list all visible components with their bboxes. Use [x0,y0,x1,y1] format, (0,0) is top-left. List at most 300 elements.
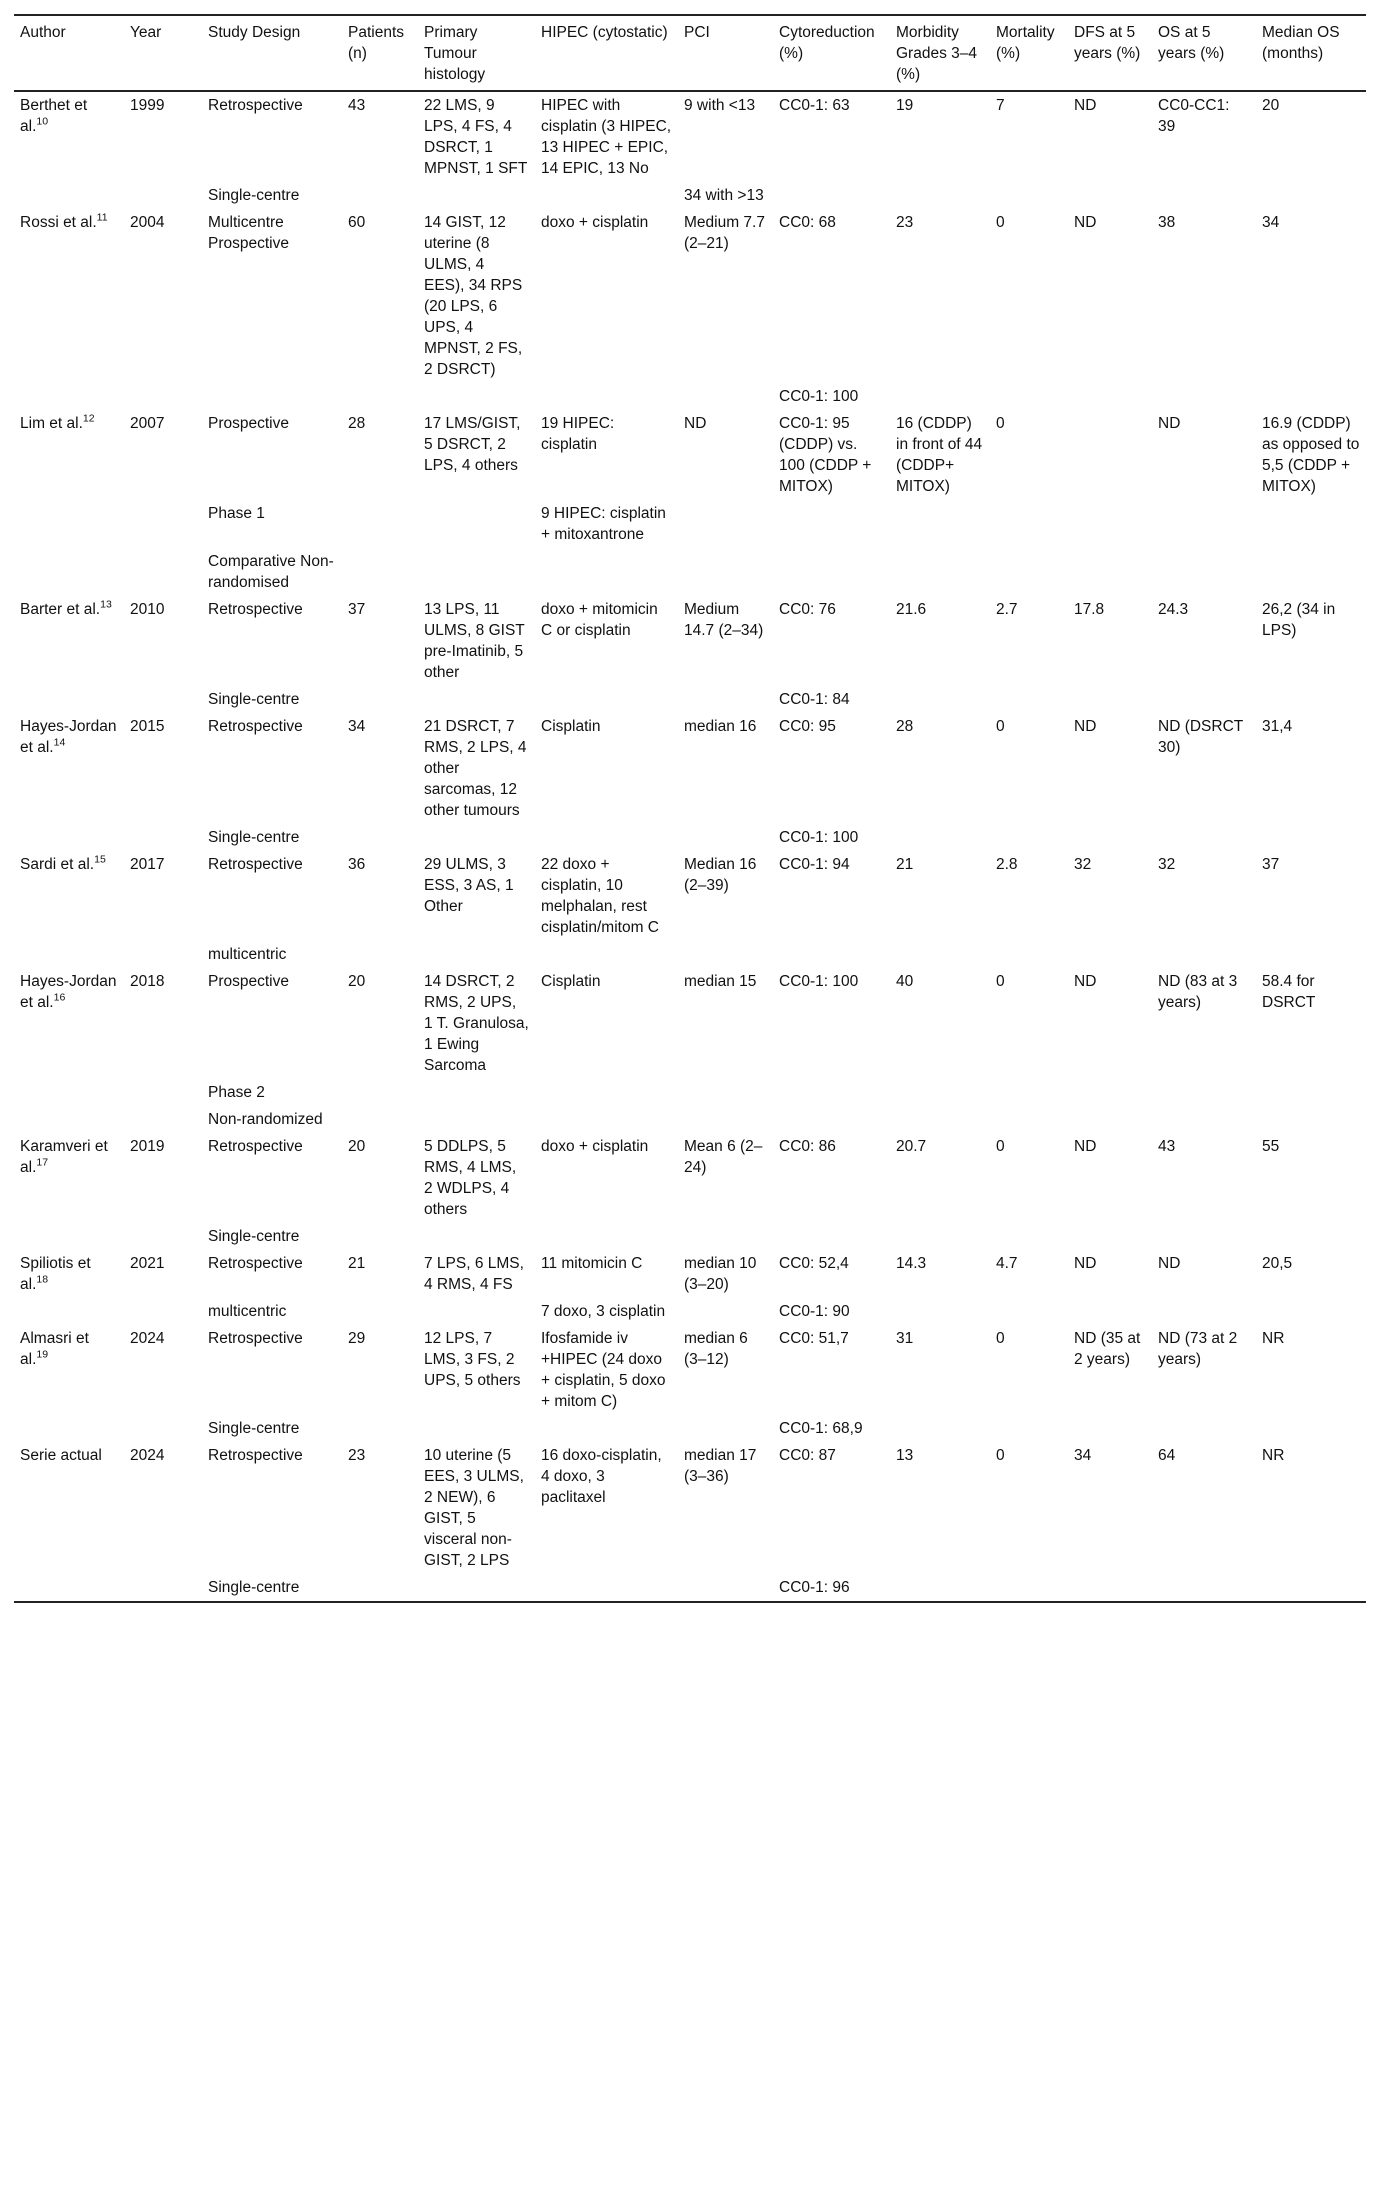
table-cell [342,686,418,713]
table-cell [535,1415,678,1442]
table-cell [418,1223,535,1250]
reference-number: 11 [96,211,108,224]
table-cell [1068,1079,1152,1106]
author-cell [14,824,124,851]
table-cell [1068,410,1152,500]
column-header: Mortality (%) [996,24,1055,62]
table-cell [1152,824,1256,851]
table-cell [890,182,990,209]
author-name: Lim et al. [20,415,83,432]
column-header: Year [130,24,162,41]
table-cell: CC0: 51,7 [779,1330,849,1347]
table-cell: Mean 6 (2–24) [684,1138,763,1176]
table-cell [890,1574,990,1602]
column-header: Primary Tumour histology [424,24,486,83]
table-cell: 32 [1074,856,1092,873]
table-cell: 0 [996,718,1005,735]
table-cell [342,1223,418,1250]
reference-number: 12 [82,412,95,425]
table-cell [124,941,202,968]
author-name: Almasri et al. [20,1330,89,1368]
author-cell [14,686,124,713]
table-cell [1256,1079,1366,1106]
reference-number: 10 [36,115,49,128]
table-cell [1068,182,1152,209]
table-cell [535,824,678,851]
table-cell: 17.8 [1074,601,1105,618]
author-cell [14,410,124,500]
author-cell [14,1250,124,1298]
table-cell: 20,5 [1262,1255,1293,1272]
author-cell [14,596,124,686]
table-cell [535,548,678,596]
table-cell [678,1574,773,1602]
table-row [14,500,1366,548]
table-header-row [14,15,1366,91]
table-cell: 7 LPS, 6 LMS, 4 RMS, 4 FS [424,1255,524,1293]
table-cell: Retrospective [208,1138,303,1155]
table-cell [342,824,418,851]
author-name: Spiliotis et al. [20,1255,91,1293]
table-cell: 37 [1262,856,1280,873]
table-cell [1256,1106,1366,1133]
table-cell [773,500,890,548]
table-cell: Single-centre [208,187,300,204]
table-cell [1256,500,1366,548]
table-cell [890,941,990,968]
author-cell [14,500,124,548]
author-name: Rossi et al. [20,214,97,231]
table-cell [678,1415,773,1442]
table-cell: ND [1074,214,1097,231]
table-cell: CC0-1: 96 [779,1579,850,1596]
table-cell: 26,2 (34 in LPS) [1262,601,1336,639]
table-body [14,91,1366,1602]
table-cell [535,182,678,209]
table-cell [1256,1298,1366,1325]
table-cell: ND (73 at 2 years) [1158,1330,1238,1368]
table-cell [124,383,202,410]
table-cell: 21.6 [896,601,927,618]
column-header: Study Design [208,24,301,41]
table-cell [990,1079,1068,1106]
table-cell: Cisplatin [541,973,601,990]
table-row [14,383,1366,410]
table-cell: 16.9 (CDDP) as opposed to 5,5 (CDDP + MITOX) [1262,415,1360,495]
table-cell [342,1298,418,1325]
table-cell [418,941,535,968]
author-name: Hayes-Jordan et al. [20,718,117,756]
table-cell: 4.7 [996,1255,1018,1272]
table-cell: 40 [896,973,914,990]
table-cell: 2021 [130,1255,165,1272]
hipec-sarcoma-studies-table [14,14,1366,1603]
table-cell [678,686,773,713]
table-cell: 19 [896,97,914,114]
table-cell: Medium 7.7 (2–21) [684,214,765,252]
table-cell: ND (83 at 3 years) [1158,973,1238,1011]
table-cell [342,383,418,410]
table-cell [1152,1574,1256,1602]
table-cell [678,383,773,410]
table-cell: 1999 [130,97,165,114]
table-cell: 28 [896,718,914,735]
table-cell: ND (DSRCT 30) [1158,718,1243,756]
table-cell [773,1106,890,1133]
table-cell: Cisplatin [541,718,601,735]
table-cell: 31,4 [1262,718,1293,735]
author-cell [14,941,124,968]
table-cell [1068,1574,1152,1602]
table-cell [418,383,535,410]
table-cell: doxo + cisplatin [541,214,649,231]
table-cell: ND [1074,1138,1097,1155]
table-cell [678,1298,773,1325]
table-cell [418,182,535,209]
table-cell: multicentric [208,1303,287,1320]
table-cell [990,1223,1068,1250]
table-cell: doxo + cisplatin [541,1138,649,1155]
table-cell: CC0-1: 100 [779,388,859,405]
table-row [14,1106,1366,1133]
table-cell [535,1079,678,1106]
table-cell [418,1079,535,1106]
table-cell [124,1298,202,1325]
table-cell [890,1223,990,1250]
table-cell: 19 HIPEC: cisplatin [541,415,615,453]
table-cell: Prospective [208,415,289,432]
table-cell [1256,1574,1366,1602]
table-cell [535,1574,678,1602]
table-row [14,1415,1366,1442]
table-cell: CC0-1: 100 [779,829,859,846]
column-header: Morbidity Grades 3–4 (%) [896,24,977,83]
table-cell: 36 [348,856,366,873]
table-cell: Retrospective [208,601,303,618]
table-cell: 2.7 [996,601,1018,618]
table-cell [124,1223,202,1250]
table-cell: 20.7 [896,1138,927,1155]
table-cell: ND (35 at 2 years) [1074,1330,1141,1368]
table-cell [678,548,773,596]
table-cell [890,824,990,851]
table-cell [1152,182,1256,209]
table-cell [342,500,418,548]
author-name: Sardi et al. [20,856,95,873]
table-cell [124,1079,202,1106]
table-cell: 2.8 [996,856,1018,873]
table-cell: ND [1074,718,1097,735]
table-cell [1256,548,1366,596]
author-cell [14,1325,124,1415]
table-cell: median 16 [684,718,757,735]
table-cell [418,1106,535,1133]
table-cell: Retrospective [208,1447,303,1464]
table-cell [535,383,678,410]
table-cell: multicentric [208,946,287,963]
table-cell [1256,824,1366,851]
table-row [14,1298,1366,1325]
table-container [14,14,1366,1603]
author-name: Serie actual [20,1447,102,1464]
table-cell [1068,500,1152,548]
table-cell [1068,686,1152,713]
table-row [14,713,1366,824]
table-cell: CC0: 86 [779,1138,836,1155]
table-cell: 22 doxo + cisplatin, 10 melphalan, rest cisplatin/mitom C [541,856,659,936]
table-row [14,824,1366,851]
table-cell: 31 [896,1330,914,1347]
table-cell: 0 [996,973,1005,990]
table-cell [1152,941,1256,968]
author-cell [14,209,124,383]
table-cell [418,548,535,596]
table-cell [890,548,990,596]
table-cell: 13 [896,1447,914,1464]
table-cell [773,1079,890,1106]
table-cell: 38 [1158,214,1176,231]
author-name: Hayes-Jordan et al. [20,973,117,1011]
table-cell [342,1415,418,1442]
table-cell [124,824,202,851]
table-cell: Non-randomized [208,1111,323,1128]
table-row [14,182,1366,209]
table-row [14,1250,1366,1298]
table-cell: 55 [1262,1138,1280,1155]
column-header: Median OS (months) [1262,24,1340,62]
author-name: Berthet et al. [20,97,88,135]
table-cell: 16 (CDDP) in front of 44 (CDDP+ MITOX) [896,415,983,495]
table-cell [990,548,1068,596]
table-cell: 60 [348,214,366,231]
table-cell: median 15 [684,973,757,990]
table-cell: CC0-1: 84 [779,691,850,708]
table-row [14,1079,1366,1106]
table-cell: NR [1262,1330,1285,1347]
table-cell: Single-centre [208,691,300,708]
author-name: Barter et al. [20,601,101,618]
table-cell [342,548,418,596]
table-cell: Phase 1 [208,505,265,522]
table-cell [1068,1223,1152,1250]
table-cell [1256,1415,1366,1442]
table-cell: 20 [348,1138,366,1155]
table-cell [890,1106,990,1133]
table-cell: 43 [1158,1138,1176,1155]
table-row [14,1223,1366,1250]
table-cell: Comparative Non-randomised [208,553,334,591]
table-cell: 34 [1262,214,1280,231]
table-row [14,1133,1366,1223]
table-row [14,548,1366,596]
reference-number: 16 [53,991,66,1004]
author-cell [14,91,124,182]
table-cell [678,500,773,548]
table-cell [773,182,890,209]
table-cell: 21 [896,856,914,873]
table-cell [342,182,418,209]
author-cell [14,1223,124,1250]
table-cell [990,1106,1068,1133]
author-cell [14,1079,124,1106]
reference-number: 18 [36,1273,49,1286]
table-cell [678,824,773,851]
table-cell [342,941,418,968]
table-cell: Medium 14.7 (2–34) [684,601,764,639]
table-cell [124,548,202,596]
table-cell [1068,548,1152,596]
table-cell: 0 [996,415,1005,432]
author-cell [14,851,124,941]
table-cell: 13 LPS, 11 ULMS, 8 GIST pre-Imatinib, 5 other [424,601,525,681]
author-cell [14,383,124,410]
table-cell [342,1574,418,1602]
table-cell [535,1106,678,1133]
table-cell [990,1298,1068,1325]
table-cell: 2017 [130,856,165,873]
table-cell [890,686,990,713]
author-cell [14,1106,124,1133]
column-header: Cytoreduction (%) [779,24,875,62]
table-cell: Median 16 (2–39) [684,856,757,894]
table-cell: CC0: 52,4 [779,1255,849,1272]
table-cell: 23 [896,214,914,231]
table-cell [1256,1223,1366,1250]
table-cell: 16 doxo-cisplatin, 4 doxo, 3 paclitaxel [541,1447,662,1506]
table-cell: 34 with >13 [684,187,764,204]
table-cell [1152,1415,1256,1442]
table-cell: CC0-CC1: 39 [1158,97,1230,135]
author-cell [14,182,124,209]
table-cell [535,686,678,713]
table-cell [1152,1298,1256,1325]
table-cell: 10 uterine (5 EES, 3 ULMS, 2 NEW), 6 GIST, 5 visceral non-GIST, 2 LPS [424,1447,524,1569]
author-cell [14,1415,124,1442]
table-cell [1068,1415,1152,1442]
table-cell [202,383,342,410]
table-cell [1068,824,1152,851]
table-cell [1256,941,1366,968]
table-cell [890,1415,990,1442]
author-cell [14,548,124,596]
table-row [14,209,1366,383]
table-cell: 2010 [130,601,165,618]
table-cell [124,1106,202,1133]
table-cell: 2018 [130,973,165,990]
table-cell [535,1223,678,1250]
table-cell: 2024 [130,1447,165,1464]
table-cell: 34 [1074,1447,1092,1464]
table-cell: CC0: 76 [779,601,836,618]
column-header: OS at 5 years (%) [1158,24,1225,62]
table-cell: ND [1074,1255,1097,1272]
table-cell: 23 [348,1447,366,1464]
table-cell [342,1079,418,1106]
table-cell [1256,686,1366,713]
table-row [14,686,1366,713]
table-cell: 20 [1262,97,1280,114]
table-cell: CC0-1: 95 (CDDP) vs. 100 (CDDP + MITOX) [779,415,872,495]
table-cell: 37 [348,601,366,618]
table-row [14,1325,1366,1415]
table-cell: 0 [996,214,1005,231]
table-cell: doxo + mitomicin C or cisplatin [541,601,658,639]
table-cell: 29 ULMS, 3 ESS, 3 AS, 1 Other [424,856,514,915]
table-cell [418,1574,535,1602]
reference-number: 15 [94,853,106,866]
table-cell [1068,383,1152,410]
table-cell [678,941,773,968]
table-cell: Single-centre [208,1420,300,1437]
table-cell: 34 [348,718,366,735]
table-cell [990,383,1068,410]
table-cell: CC0-1: 94 [779,856,850,873]
reference-number: 14 [53,736,66,749]
table-cell: HIPEC with cisplatin (3 HIPEC, 13 HIPEC + EPIC, 14 EPIC, 13 No [541,97,672,177]
table-cell [1152,1106,1256,1133]
reference-number: 17 [36,1156,49,1169]
table-cell [1152,500,1256,548]
table-cell: 29 [348,1330,366,1347]
table-cell [1152,686,1256,713]
table-cell: ND [1158,1255,1181,1272]
author-cell [14,713,124,824]
table-cell [535,941,678,968]
table-cell [124,182,202,209]
table-cell: Single-centre [208,1228,300,1245]
table-cell: Single-centre [208,1579,300,1596]
table-cell [773,941,890,968]
table-row [14,1442,1366,1574]
table-cell [1256,182,1366,209]
column-header: PCI [684,24,710,41]
table-cell [678,1106,773,1133]
table-cell: ND [684,415,707,432]
table-cell: 2004 [130,214,165,231]
table-cell [124,686,202,713]
table-cell [990,182,1068,209]
table-cell: 28 [348,415,366,432]
table-cell: 14.3 [896,1255,927,1272]
table-cell [418,824,535,851]
table-cell: CC0-1: 68,9 [779,1420,863,1437]
table-cell: Prospective [208,973,289,990]
table-cell [678,1079,773,1106]
table-cell: 58.4 for DSRCT [1262,973,1316,1011]
table-cell: Phase 2 [208,1084,265,1101]
table-cell [1152,548,1256,596]
table-cell: Single-centre [208,829,300,846]
column-header: Patients (n) [348,24,405,62]
table-cell [890,1079,990,1106]
table-cell [1068,1298,1152,1325]
table-cell: Retrospective [208,856,303,873]
table-row [14,91,1366,182]
table-cell: Retrospective [208,1255,303,1272]
table-cell: 2019 [130,1138,165,1155]
table-cell: 12 LPS, 7 LMS, 3 FS, 2 UPS, 5 others [424,1330,521,1389]
table-cell [418,686,535,713]
table-cell [890,383,990,410]
table-row [14,851,1366,941]
author-cell [14,1298,124,1325]
author-name: Karamveri et al. [20,1138,108,1176]
table-cell: 2015 [130,718,165,735]
table-cell [773,1223,890,1250]
table-cell [990,1574,1068,1602]
table-row [14,1574,1366,1602]
table-cell: 21 [348,1255,366,1272]
